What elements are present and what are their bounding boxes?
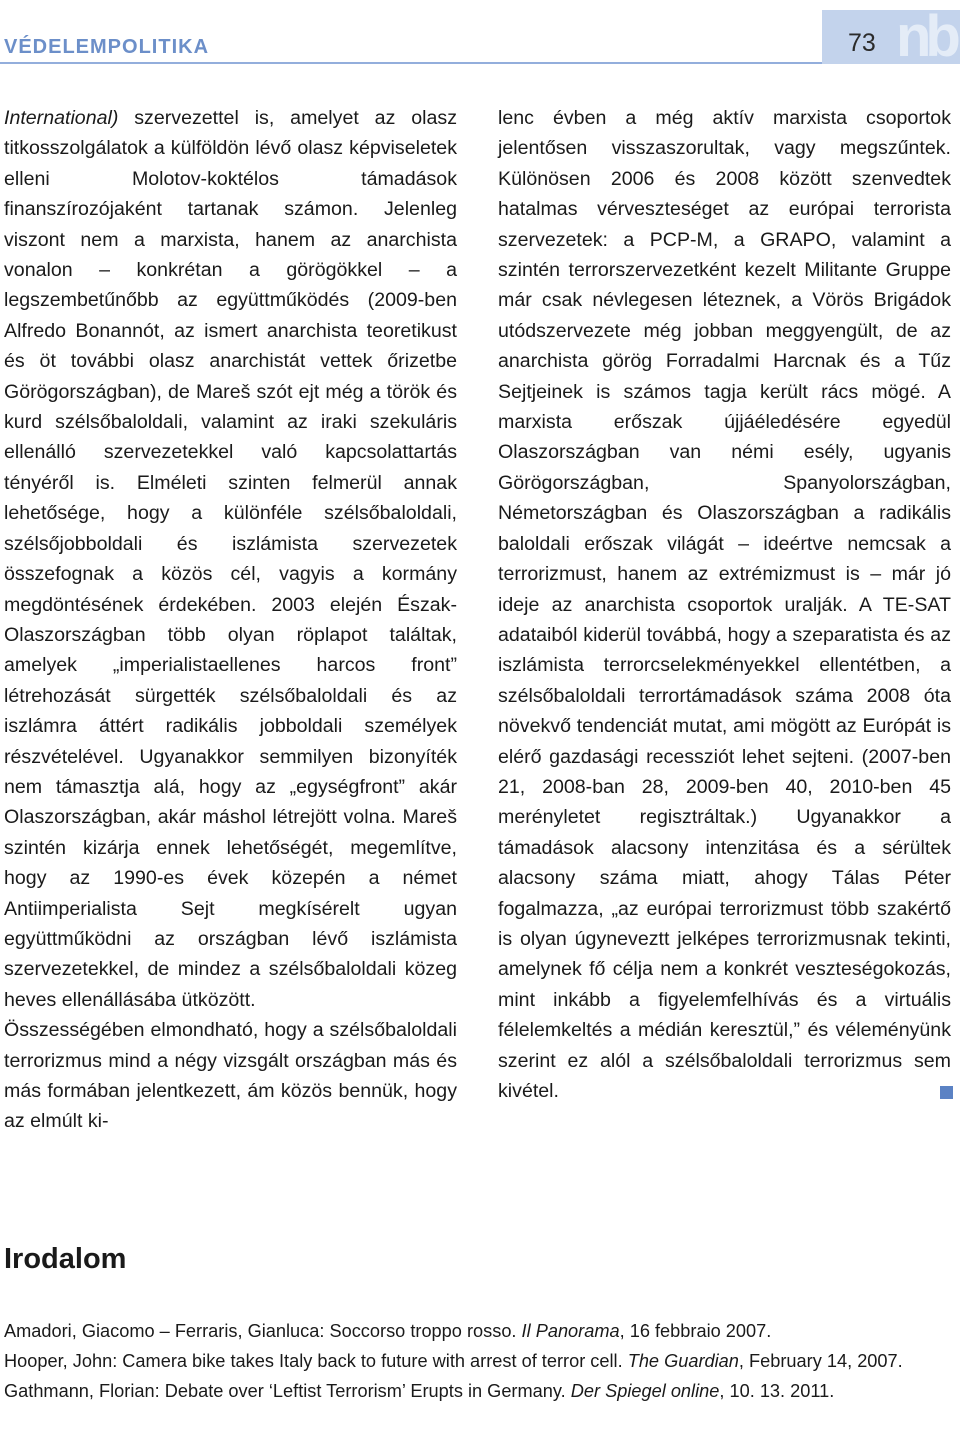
right-column: [498, 103, 951, 1106]
paragraph: [498, 103, 951, 1106]
reference-source: Il Panorama: [521, 1321, 620, 1341]
page-number: 73: [848, 29, 876, 57]
reference-text: Amadori, Giacomo – Ferraris, Gianluca: Soccorso troppo rosso.: [4, 1321, 522, 1341]
article-end-square-icon: [940, 1086, 953, 1099]
left-column: [4, 103, 457, 1137]
italic-fragment: International): [4, 107, 119, 129]
page-number-box: [822, 10, 960, 64]
paragraph-text: lenc évben a még aktív marxista csoportok jelentősen visszaszorultak, vagy megszűntek. Különösen 2006 és 2008 között szenvedtek hatalmas vérveszteséget az európai terrorista szervezetek: a PCP-M, a GRAPO, valamint a szintén terrorszervezetként kezelt Militante Gruppe már csak névlegesen léteznek, a Vörös Brigádok utódszervezete még jobban meggyengült, de az anarchista görög Forradalmi Harcnak és a Tűz Sejtjeinek is számos tagja került rács mögé. A marxista erőszak újjáéledésére egyedül Olaszországban van némi esély, ugyanis Görögországban, Spanyolországban, Németországban és Olaszországban a radikális baloldali erőszak világát – ideértve nemcsak a terrorizmust, hanem az extrémizmust is – már jó ideje az anarchista csoportok uralják. A TE-SAT adataiból kiderül továbbá, hogy a szeparatista és az iszlámista terrorcselekményekkel ellentétben, a szélsőbaloldali terrortámadások száma 2008 óta növekvő tendenciát mutat, ami mögött az Európát is elérő gazdasági recessziót lehet sejteni. (2007-ben 21, 2008-ban 28, 2009-ben 40, 2010-ben 45 merényletet regisztráltak.) Ugyanakkor a támadások alacsony intenzitása és a sérültek alacsony száma miatt, ahogy Tálas Péter fogalmazza, „az európai terrorizmust több szakértő is olyan úgyneveztt jelképes terrorizmusnak tekinti, amelynek fő célja nem a konkrét veszteségokozás, mint inkább a figyelemfelhívás és a virtuális félelemkeltés a médián keresztül,” és véleményünk szerint ez alól a szélsőbaloldali terrorizmus sem kivétel.: [498, 107, 951, 1102]
reference-date: , 16 febbraio 2007.: [619, 1321, 772, 1341]
references-heading: Irodalom: [4, 1243, 127, 1275]
references-list: [4, 1316, 956, 1406]
section-title: VÉDELEMPOLITIKA: [4, 36, 210, 58]
reference-item: [4, 1376, 956, 1406]
page-header: [0, 0, 960, 72]
reference-date: , 10. 13. 2011.: [719, 1381, 835, 1401]
reference-source: Der Spiegel online: [570, 1381, 720, 1401]
paragraph: [4, 103, 457, 1015]
paragraph: [4, 1015, 457, 1137]
reference-item: [4, 1346, 956, 1376]
reference-text: Hooper, John: Camera bike takes Italy back to future with arrest of terror cell.: [4, 1351, 628, 1371]
reference-source: The Guardian: [627, 1351, 739, 1371]
reference-item: [4, 1316, 956, 1346]
reference-date: , February 14, 2007.: [738, 1351, 903, 1371]
paragraph-text: Összességében elmondható, hogy a szélsőbaloldali terrorizmus mind a négy vizsgált országban más és más formában jelentkezett, ám közös bennük, hogy az elmúlt ki-: [4, 1019, 457, 1133]
reference-text: Gathmann, Florian: Debate over ‘Leftist Terrorism’ Erupts in Germany.: [4, 1381, 571, 1401]
journal-logo: nb: [896, 10, 955, 64]
header-divider: [0, 62, 822, 64]
paragraph-text: szervezettel is, amelyet az olasz titkosszolgálatok a külföldön lévő olasz képviseletek elleni Molotov-koktélos támadások finanszírozójaként tartanak számon. Jelenleg viszont nem a marxista, hanem az anarchista vonalon – konkrétan a görögökkel – a legszembetűnőbb az együttműködés (2009-ben Alfredo Bonannót, az ismert anarchista teoretikust és öt további olasz anarchistát vettek őrizetbe Görögországban), de Mareš szót ejt még a török és kurd szélsőbaloldali, valamint az iraki szekuláris ellenálló szervezetekkel való kapcsolattartás tényéről is. Elméleti szinten felmerül annak lehetősége, hogy a különféle szélsőbaloldali, szélsőjobboldali és iszlámista szervezetek összefognak a közös cél, vagyis a kormány megdöntésének érdekében. 2003 elején Észak-Olaszországban több olyan röplapot találtak, amelyek „imperialistaellenes harcos front” létrehozását sürgették szélsőbaloldali és az iszlámra áttért radikális jobboldali személyek részvételével. Ugyanakkor semmilyen bizonyíték nem támasztja alá, hogy az „egységfront” akár Olaszországban, akár máshol létrejött volna. Mareš szintén kizárja ennek lehetőségét, megemlítve, hogy az 1990-es évek közepén a német Antiimperialista Sejt megkísérelt ugyan együttműködni az országban lévő iszlámista szervezetekkel, de mindez a szélsőbaloldali közeg heves ellenállásába ütközött.: [4, 107, 457, 1011]
